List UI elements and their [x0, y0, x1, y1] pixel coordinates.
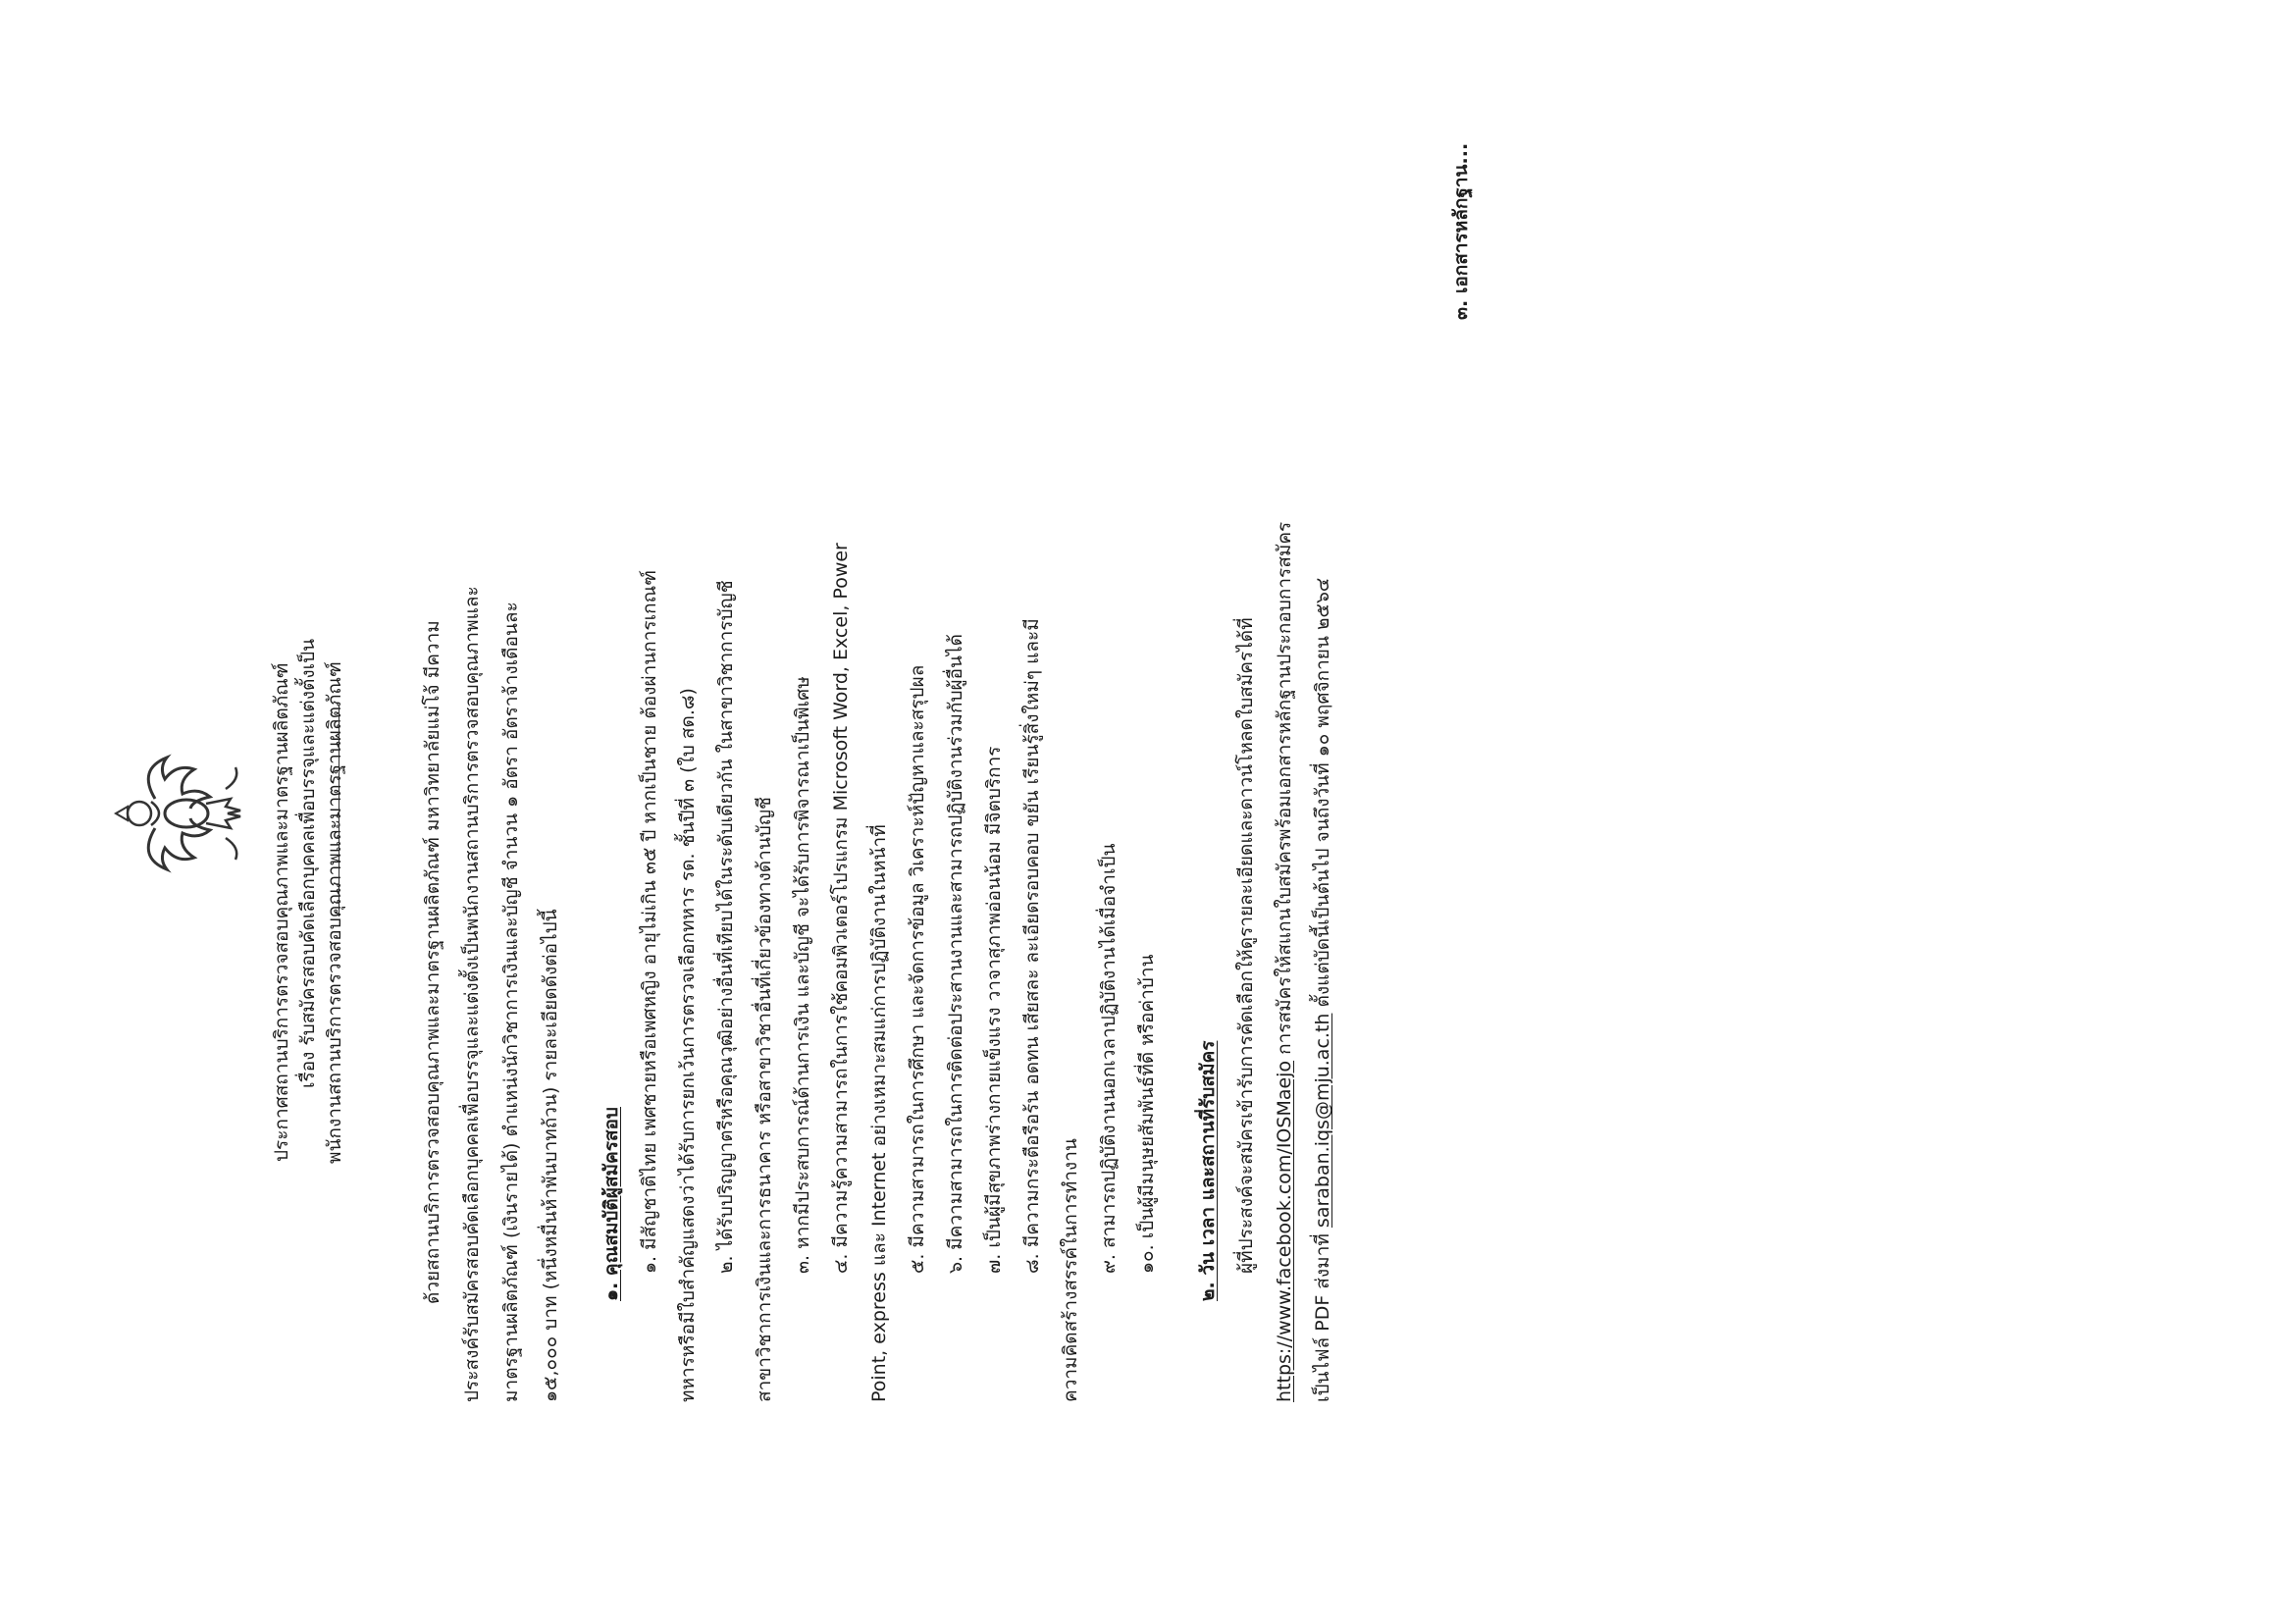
intro-line-2: ประสงค์รับสมัครสอบคัดเลือกบุคคลเพื่อบรรจุและแต่งตั้งเป็นพนักงานสถานบริการตรวจสอบคุณภาพและ — [461, 586, 483, 1402]
qualification-line-11: ๘. มีความกระตือรือร้น อดทน เสียสละ ละเอียดรอบคอบ ขยัน เรียนรู้สิ่งใหม่ๆ และมี — [1021, 618, 1043, 1274]
email-link[interactable]: saraban.iqs@mju.ac.th — [1312, 1013, 1333, 1229]
announcement-title: ประกาศสถานบริการตรวจสอบคุณภาพและมาตรฐานผลิตภัณฑ์ — [271, 662, 292, 1162]
application-line-3-start: เป็นไฟล์ PDF ส่งมาที่ — [1312, 1228, 1333, 1402]
qualification-line-5: ๓. หากมีประสบการณ์ด้านการเงิน และบัญชี จะได้รับการพิจารณาเป็นพิเศษ — [792, 676, 813, 1274]
announcement-position: พนักงานสถานบริการตรวจสอบคุณภาพและมาตรฐานผลิตภัณฑ์ — [324, 661, 345, 1164]
qualification-line-2: ทหารหรือมีใบสำคัญแสดงว่าได้รับการยกเว้นการตรวจเลือกทหาร รด. ชั้นปีที่ ๓ (ใบ สด.๘) — [677, 688, 699, 1402]
announcement-subject: เรื่อง รับสมัครสอบคัดเลือกบุคคลเพื่อบรรจุและแต่งตั้งเป็น — [297, 638, 319, 1088]
section-2-heading: ๒. วัน เวลา และสถานที่รับสมัคร — [1197, 1040, 1219, 1301]
qualification-line-10: ๗. เป็นผู้มีสุขภาพร่างกายแข็งแรง วาจาสุภาพอ่อนน้อม มีจิตบริการ — [983, 746, 1005, 1274]
intro-line-3: มาตรฐานผลิตภัณฑ์ (เงินรายได้) ตำแหน่งนักวิชาการเงินและบัญชี จำนวน ๑ อัตรา อัตราจ้างเดือนละ — [500, 602, 522, 1402]
qualification-line-6: ๔. มีความรู้ความสามารถในการใช้คอมพิวเตอร์โปรแกรม Microsoft Word, Excel, Power — [830, 543, 852, 1274]
intro-line-4: ๑๕,๐๐๐ บาท (หนึ่งหมื่นห้าพันบาทถ้วน) รายละเอียดดังต่อไปนี้ — [540, 909, 561, 1402]
application-line-1: ผู้ที่ประสงค์จะสมัครเข้ารับการคัดเลือกให้ดูรายละเอียดและดาวน์โหลดใบสมัครได้ที่ — [1235, 617, 1257, 1274]
application-line-2-rest: การสมัครให้สแกนใบสมัครพร้อมเอกสารหลักฐานประกอบการสมัคร — [1274, 521, 1295, 1061]
qualification-line-12: ความคิดสร้างสรรค์ในการทำงาน — [1060, 1138, 1081, 1402]
qualification-line-7: Point, express และ Internet อย่างเหมาะสมแก่การปฏิบัติงานในหน้าที่ — [868, 824, 890, 1402]
qualification-line-1: ๑. มีสัญชาติไทย เพศชายหรือเพศหญิง อายุไม่เกิน ๓๕ ปี หากเป็นชาย ต้องผ่านการเกณฑ์ — [639, 569, 660, 1274]
qualification-line-8: ๕. มีความสามารถในการศึกษา และจัดการข้อมูล วิเคราะห์ปัญหาและสรุปผล — [907, 664, 928, 1274]
qualification-line-3: ๒. ได้รับปริญญาตรีหรือคุณวุฒิอย่างอื่นที่เทียบได้ในระดับเดียวกัน ในสาขาวิชาการบัญชี — [715, 580, 737, 1274]
application-line-3-rest: ตั้งแต่บัดนี้เป็นต้นไป จนถึงวันที่ ๑๐ พฤศจิกายน ๒๕๖๔ — [1312, 577, 1333, 1014]
continuation-note: ๓. เอกสารหลักฐาน... — [1450, 142, 1472, 320]
qualification-line-4: สาขาวิชาการเงินและการธนาคาร หรือสาขาวิชาอื่นที่เกี่ยวข้องทางด้านบัญชี — [754, 797, 775, 1402]
section-1-heading: ๑. คุณสมบัติผู้สมัครสอบ — [600, 1107, 622, 1301]
application-line-3 — [1314, 578, 1332, 1402]
qualification-line-13: ๙. สามารถปฏิบัติงานนอกเวลาปฏิบัติงานได้เมื่อจำเป็น — [1098, 843, 1120, 1274]
garuda-emblem-icon — [108, 750, 250, 877]
application-line-2 — [1276, 522, 1294, 1402]
facebook-page-link[interactable]: https://www.facebook.com/IOSMaejo — [1274, 1060, 1295, 1402]
qualification-line-14: ๑๐. เป็นผู้มีมนุษยสัมพันธ์ที่ดี หรือค่าบ้าน — [1136, 954, 1158, 1274]
intro-line-1: ด้วยสถานบริการตรวจสอบคุณภาพและมาตรฐานผลิตภัณฑ์ มหาวิทยาลัยแม่โจ้ มีความ — [422, 620, 444, 1304]
qualification-line-9: ๖. มีความสามารถในการติดต่อประสานงานและสามารถปฏิบัติงานร่วมกับผู้อื่นได้ — [945, 634, 966, 1274]
